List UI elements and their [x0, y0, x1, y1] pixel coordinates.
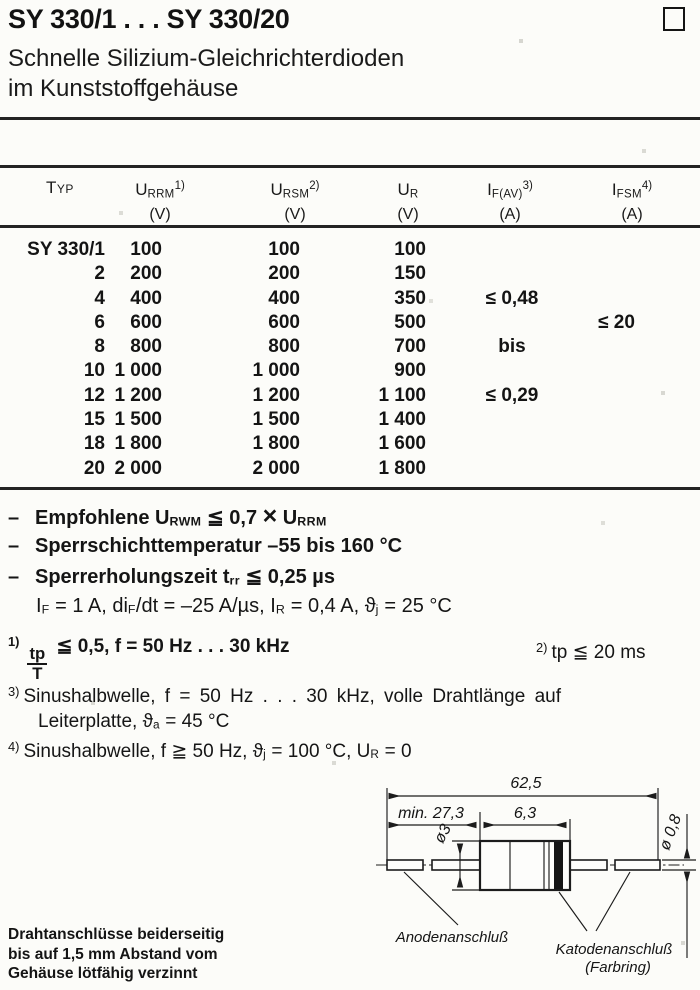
footnote-marker: 1) [8, 634, 20, 649]
table-cell: 600 [130, 311, 162, 333]
lead-solderability-note [8, 925, 224, 984]
body-diameter-label: ø3 [431, 821, 455, 847]
table-cell: 800 [268, 336, 300, 358]
table-row [0, 384, 700, 408]
table-cell: 8 [94, 336, 105, 358]
column-header-ifsm: $I_{FSM}^{4)}$ (A) [611, 179, 653, 223]
table-cell: 1 800 [252, 433, 300, 455]
table-cell [558, 262, 700, 286]
anode-lead-outer [387, 860, 423, 870]
table-cell: 10 [83, 360, 105, 382]
table-cell [426, 408, 558, 432]
multiply-sign: × [262, 502, 278, 530]
note-junction-temperature: – Sperrschichttemperatur –55 bis 160 °C [8, 535, 403, 557]
cathode-label: Katodenanschluß [555, 941, 673, 958]
table-cell: 400 [268, 287, 300, 309]
table-row [0, 262, 700, 286]
note-reverse-recovery-time: – Sperrerholungszeit $t_{rr}$ ≦ 0,25 µs [8, 566, 335, 588]
table-cell: 20 [83, 457, 105, 479]
table-cell: 900 [394, 360, 426, 382]
table-cell: 200 [268, 263, 300, 285]
table-cell: 15 [83, 409, 105, 431]
footnote-2: $^{2)}$ tp ≦ 20 ms [536, 640, 646, 663]
lead-length-label: min. 27,3 [398, 805, 464, 822]
subtitle-line-1: Schnelle Silizium-Gleichrichterdioden [8, 45, 405, 72]
table-row [0, 335, 700, 359]
table-cell: 100 [394, 239, 426, 260]
solderability-line-1: Drahtanschlüsse beiderseitig [8, 926, 225, 943]
table-row [0, 287, 700, 311]
table-cell [558, 238, 700, 262]
table-cell: 4 [94, 287, 105, 309]
table-header-rule [0, 225, 700, 228]
footnote-3-line2: Leiterplatte, $ϑ_a = 45$ °C [38, 711, 230, 732]
table-cell: 1 100 [378, 384, 426, 406]
dash-bullet: – [8, 535, 20, 557]
solderability-line-2: bis auf 1,5 mm Abstand vom [8, 945, 218, 963]
table-cell: 1 800 [114, 433, 162, 455]
table-cell: 600 [268, 311, 300, 333]
table-cell: bis [498, 336, 526, 358]
table-cell: 350 [394, 287, 426, 309]
table-cell [558, 287, 700, 311]
anode-label: Anodenanschluß [395, 929, 509, 946]
footnote-marker: 3) [8, 684, 20, 699]
table-cell: 1 500 [114, 409, 162, 431]
table-cell: 2 000 [252, 457, 300, 479]
table-cell: 6 [94, 311, 105, 333]
duty-cycle-fraction: $\frac{tp}{T}$ [29, 644, 46, 683]
table-cell [558, 335, 700, 359]
table-cell: 100 [130, 239, 162, 260]
page-subtitle [8, 44, 404, 104]
table-row [0, 432, 700, 456]
footnote-4: $^{4)}$ Sinushalbwelle, f ≧ 50 Hz, $ϑ_j = 100$ °C, $U_R = 0$ [8, 739, 412, 762]
column-header-urrm: $U_{RRM}^{1)}$ (V) [135, 179, 185, 223]
table-cell [558, 432, 700, 456]
body-length-label: 6,3 [513, 805, 537, 822]
dash-bullet: – [8, 566, 20, 588]
table-row [0, 457, 700, 481]
cathode-colour-ring-label: (Farbring) [585, 959, 651, 976]
cathode-lead-outer [615, 860, 660, 870]
table-row [0, 238, 700, 262]
table-row [0, 359, 700, 383]
table-cell [558, 457, 700, 481]
note-recommended-urwm: – Empfohlene $U_{RWM}$ ≦ $0,7 \times U_{RRM}$ [8, 502, 327, 530]
table-row [0, 408, 700, 432]
overall-length-label: 62,5 [510, 775, 542, 792]
cathode-band [554, 842, 563, 889]
table-cell: 500 [394, 311, 426, 333]
column-header-typ: Typ [46, 178, 74, 197]
footnote-1: $^{1)}$ $\frac{tp}{T}$ ≦ 0,5, f = 50 Hz . . . 30 kHz [8, 634, 290, 683]
divider-under-subtitle [0, 117, 700, 120]
table-cell [426, 238, 558, 262]
table-cell [558, 359, 700, 383]
table-cell [558, 408, 700, 432]
table-cell: 18 [83, 433, 105, 455]
package-outline-drawing [330, 768, 700, 990]
table-cell [426, 359, 558, 383]
footnote-marker: 4) [8, 739, 20, 754]
table-cell [426, 311, 558, 335]
table-cell: 1 000 [114, 360, 162, 382]
table-cell: 1 600 [378, 433, 426, 455]
corner-square-icon [663, 7, 685, 31]
table-cell: 12 [83, 384, 105, 406]
cathode-lead-inner [570, 860, 607, 870]
table-cell: 150 [394, 263, 426, 285]
table-cell [426, 262, 558, 286]
table-body [0, 238, 700, 481]
column-header-ur: $U_R$ (V) [397, 179, 419, 223]
table-cell [426, 457, 558, 481]
table-cell: 1 500 [252, 409, 300, 431]
table-cell: ≤ 20 [598, 311, 635, 333]
table-cell: 800 [130, 336, 162, 358]
table-cell: SY 330/1 [27, 239, 105, 260]
table-cell: 400 [130, 287, 162, 309]
table-cell: 2 000 [114, 457, 162, 479]
note-test-conditions: $I_F = 1$ A, $di_F/dt = -25$ A/µs, $I_R = 0,4$ A, $ϑ_j = 25$ °C [36, 595, 452, 617]
footnote-3: $^{3)}$ Sinushalbwelle, f = 50 Hz . . . 30 kHz, volle Drahtlänge auf [8, 684, 561, 707]
table-cell: 100 [268, 239, 300, 260]
table-cell: 200 [130, 263, 162, 285]
solderability-line-3: Gehäuse lötfähig verzinnt [8, 965, 198, 982]
table-cell: 2 [94, 263, 105, 285]
page-title: SY 330/1 . . . SY 330/20 [8, 4, 290, 34]
table-cell [426, 432, 558, 456]
table-cell: 1 200 [252, 384, 300, 406]
subtitle-line-2: im Kunststoffgehäuse [8, 75, 239, 102]
table-cell: 1 000 [252, 360, 300, 382]
scan-noise [0, 0, 2, 2]
table-cell: 1 800 [378, 457, 426, 479]
table-cell: ≤ 0,29 [485, 384, 539, 406]
footnote-marker: 2) [536, 640, 548, 655]
table-header [0, 176, 700, 222]
table-top-rule [0, 165, 700, 168]
table-cell: 1 400 [378, 409, 426, 431]
dash-bullet: – [8, 507, 20, 529]
anode-lead-inner [432, 860, 480, 870]
table-cell: 700 [394, 336, 426, 358]
table-row [0, 311, 700, 335]
lead-diameter-label: ø 0,8 [656, 812, 685, 853]
column-header-ifav: $I_{F(AV)}^{3)}$ (A) [487, 179, 533, 223]
table-cell: 1 200 [114, 384, 162, 406]
table-cell: ≤ 0,48 [485, 287, 539, 309]
table-cell [558, 384, 700, 408]
table-bottom-rule [0, 487, 700, 490]
column-header-ursm: $U_{RSM}^{2)}$ (V) [270, 179, 320, 223]
